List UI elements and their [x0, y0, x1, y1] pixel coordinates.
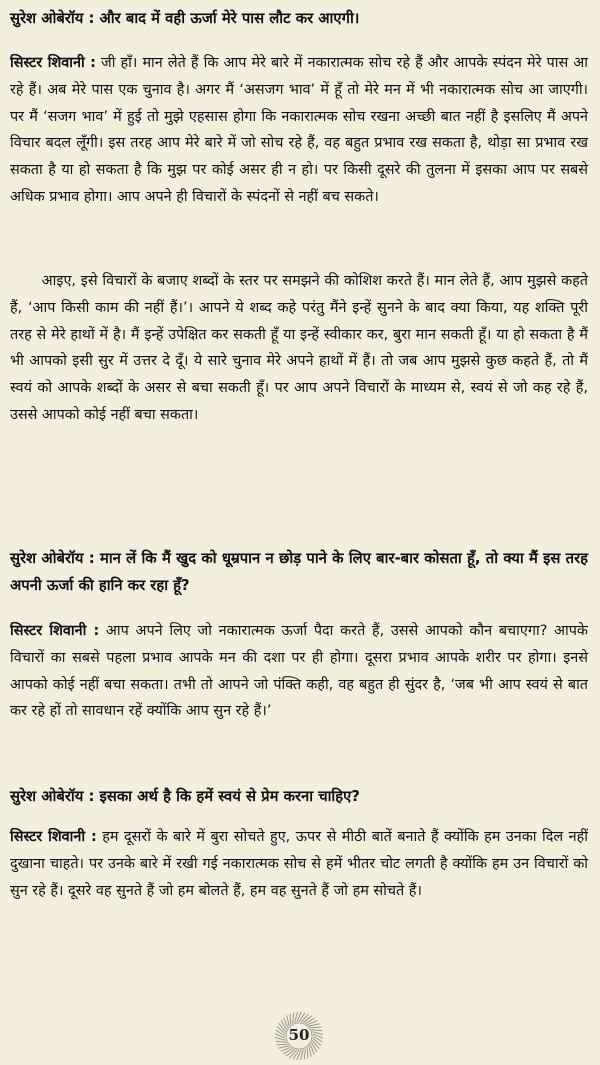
- question-block: [10, 546, 588, 600]
- ornament-ray: [278, 1046, 289, 1048]
- ornament-ray: [309, 1046, 311, 1057]
- speaker-label: सुरेश ओबेरॉय :: [10, 550, 95, 567]
- question-block: [10, 6, 588, 33]
- speaker-label: सुरेश ओबेरॉय :: [10, 10, 95, 27]
- paragraph-text: आइए, इसे विचारों के बजाए शब्दों के स्तर पर समझने की कोशिश करते हैं। मान लेते हैं, आप मुझसे कहते हैं, ‘आप किसी काम की नहीं हैं।’। आपने ये शब्द कहे परंतु मैंने इन्हें सुनने के बाद क्या किया, यह शक्ति पूरी तरह से मेरे हाथों में है। मैं इन्हें उपेक्षित कर सकती हूँ या इन्हें स्वीकार कर, बुरा मान सकती हूँ। या हो सकता है मैं भी आपको इसी सुर में उत्तर दे दूँ। ये सारे चुनाव मेरे अपने हाथों में हैं। तो जब आप मुझसे कुछ कहते हैं, तो मैं स्वयं को आपके शब्दों के असर से बचा सकती हूँ। पर आप अपने विचारों के माध्यम से, स्वयं से जो कह रहे हैं, उससे आपको कोई नहीं बचा सकता।: [10, 273, 588, 423]
- answer-block: [10, 618, 588, 725]
- ornament-ray: [293, 1013, 294, 1024]
- question-text: और बाद में वही ऊर्जा मेरे पास लौट कर आएगी।: [99, 10, 360, 27]
- book-page: [10, 6, 588, 1046]
- question-text: मान लें कि मैं खुद को धूम्रपान न छोड़ पाने के लिए बार-बार कोसता हूँ, तो क्या मैं इस तरह अपनी ऊर्जा की हानि कर रहा हूँ?: [10, 550, 588, 594]
- page-footer: [10, 1011, 588, 1065]
- question-block: [10, 784, 588, 811]
- ornament-ray: [286, 1049, 295, 1056]
- speaker-label: सिस्टर शिवानी :: [10, 623, 100, 639]
- page-number: 50: [288, 1026, 310, 1044]
- ornament-ray: [290, 1014, 291, 1025]
- ornament-ray: [277, 1044, 288, 1045]
- answer-text: आप अपने लिए जो नकारात्मक ऊर्जा पैदा करते हैं, उससे आपको कौन बचाएगा? आपके विचारों का सबसे पहला प्रभाव आपके मन की दशा पर ही होगा। दूसरा प्रभाव आपके शरीर पर होगा। इनसे आपको कोई नहीं बचा सकता। तभी तो आपने जो पंक्ति कही, वह बहुत ही सुंदर है, ‘जब भी आप स्वयं से बात कर रहे हों तो सावधान रहें क्योंकि आप सुन रहे हैं।’: [10, 623, 588, 720]
- answer-block: [10, 824, 588, 904]
- paragraph-block: [10, 268, 588, 429]
- speaker-label: सुरेश ओबेरॉय :: [10, 788, 95, 805]
- ornament-ray: [304, 1048, 305, 1059]
- ornament-ray: [307, 1047, 308, 1058]
- question-text: इसका अर्थ है कि हमें स्वयं से प्रेम करना चाहिए?: [99, 788, 360, 805]
- answer-text: हम दूसरों के बारे में बुरा सोचते हुए, ऊपर से मीठी बातें बनाते हैं क्योंकि हम उनका दिल नहीं दुखाना चाहते। पर उनके बारे में रखी गई नकारात्मक सोच से हमें भीतर चोट लगती है क्योंकि हम उन विचारों को सुन रहे हैं। दूसरे वह सुनते हैं जो हम बोलते हैं, हम वह सुनते हैं जो हम सोचते हैं।: [10, 829, 588, 899]
- speaker-label: सिस्टर शिवानी :: [10, 829, 97, 845]
- speaker-label: सिस्टर शिवानी :: [10, 55, 96, 71]
- ornament-ray: [303, 1016, 312, 1023]
- page-number-badge: [274, 1011, 324, 1061]
- answer-text: जी हाँ। मान लेते हैं कि आप मेरे बारे में नकारात्मक सोच रहे हैं और आपके स्पंदन मेरे पास आ रहे हैं। अब मेरे पास एक चुनाव है। अगर मैं ‘असजग भाव’ में हूँ तो मेरे मन में भी नकारात्मक सोच आ जाएगी। पर मैं ‘सजग भाव’ में हुई तो मुझे एहसास होगा कि नकारात्मक सोच रखना अच्छी बात नहीं है इसलिए मैं अपने विचार बदल लूँगी। इस तरह आप मेरे बारे में जो सोच रहे हैं, वह बहुत प्रभाव रख सकता है, थोड़ा सा प्रभाव रख सकता है या हो सकता है कि मुझ पर कोई असर ही न हो। पर किसी दूसरे की तुलना में इसका आप पर सबसे अधिक प्रभाव होगा। आप अपने ही विचारों के स्पंदनों से नहीं बच सकते।: [10, 55, 588, 205]
- ornament-ray: [287, 1015, 289, 1026]
- answer-block: [10, 50, 588, 211]
